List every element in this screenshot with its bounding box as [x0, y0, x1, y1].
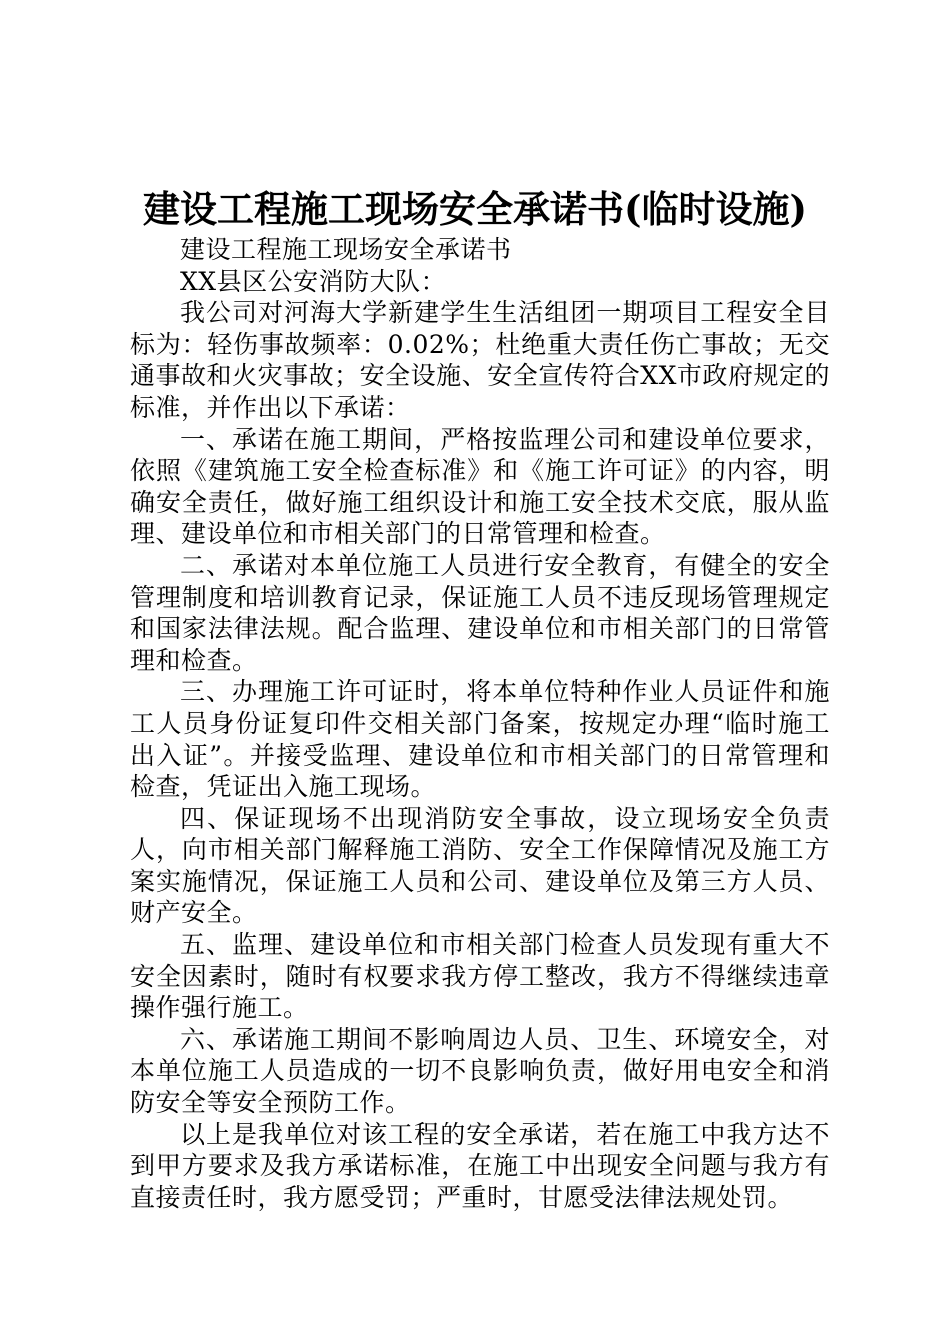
paragraph-commitment-1: 一、承诺在施工期间，严格按监理公司和建设单位要求，依照《建筑施工安全检查标准》和《施工许可证》的内容，明确安全责任，做好施工组织设计和施工安全技术交底，服从监理、建设单位和市相关部门的日常管理和检查。 [130, 424, 830, 549]
paragraph-commitment-6: 六、承诺施工期间不影响周边人员、卫生、环境安全，对本单位施工人员造成的一切不良影响负责，做好用电安全和消防安全等安全预防工作。 [130, 1024, 830, 1118]
paragraph-commitment-4: 四、保证现场不出现消防安全事故，设立现场安全负责人，向市相关部门解释施工消防、安全工作保障情况及施工方案实施情况，保证施工人员和公司、建设单位及第三方人员、财产安全。 [130, 803, 830, 928]
addressee: XX县区公安消防大队： [180, 266, 447, 296]
paragraph-conclusion: 以上是我单位对该工程的安全承诺，若在施工中我方达不到甲方要求及我方承诺标准，在施工中出现安全问题与我方有直接责任时，我方愿受罚；严重时，甘愿受法律法规处罚。 [130, 1119, 830, 1212]
paragraph-intro: 我公司对河海大学新建学生生活组团一期项目工程安全目标为：轻伤事故频率：0.02%；杜绝重大责任伤亡事故；无交通事故和火灾事故；安全设施、安全宣传符合XX市政府规定的标准，并作出以下承诺： [130, 298, 830, 422]
document-title: 建设工程施工现场安全承诺书(临时设施) [142, 187, 807, 231]
document-body [130, 234, 830, 1213]
paragraph-commitment-2: 二、承诺对本单位施工人员进行安全教育，有健全的安全管理制度和培训教育记录，保证施工人员不违反现场管理规定和国家法律法规。配合监理、建设单位和市相关部门的日常管理和检查。 [130, 550, 830, 675]
paragraph-commitment-3: 三、办理施工许可证时，将本单位特种作业人员证件和施工人员身份证复印件交相关部门备案，按规定办理“临时施工出入证”。并接受监理、建设单位和市相关部门的日常管理和检查，凭证出入施工现场。 [130, 677, 830, 802]
paragraph-commitment-5: 五、监理、建设单位和市相关部门检查人员发现有重大不安全因素时，随时有权要求我方停工整改，我方不得继续违章操作强行施工。 [130, 930, 830, 1023]
document-subtitle: 建设工程施工现场安全承诺书 [180, 235, 512, 264]
